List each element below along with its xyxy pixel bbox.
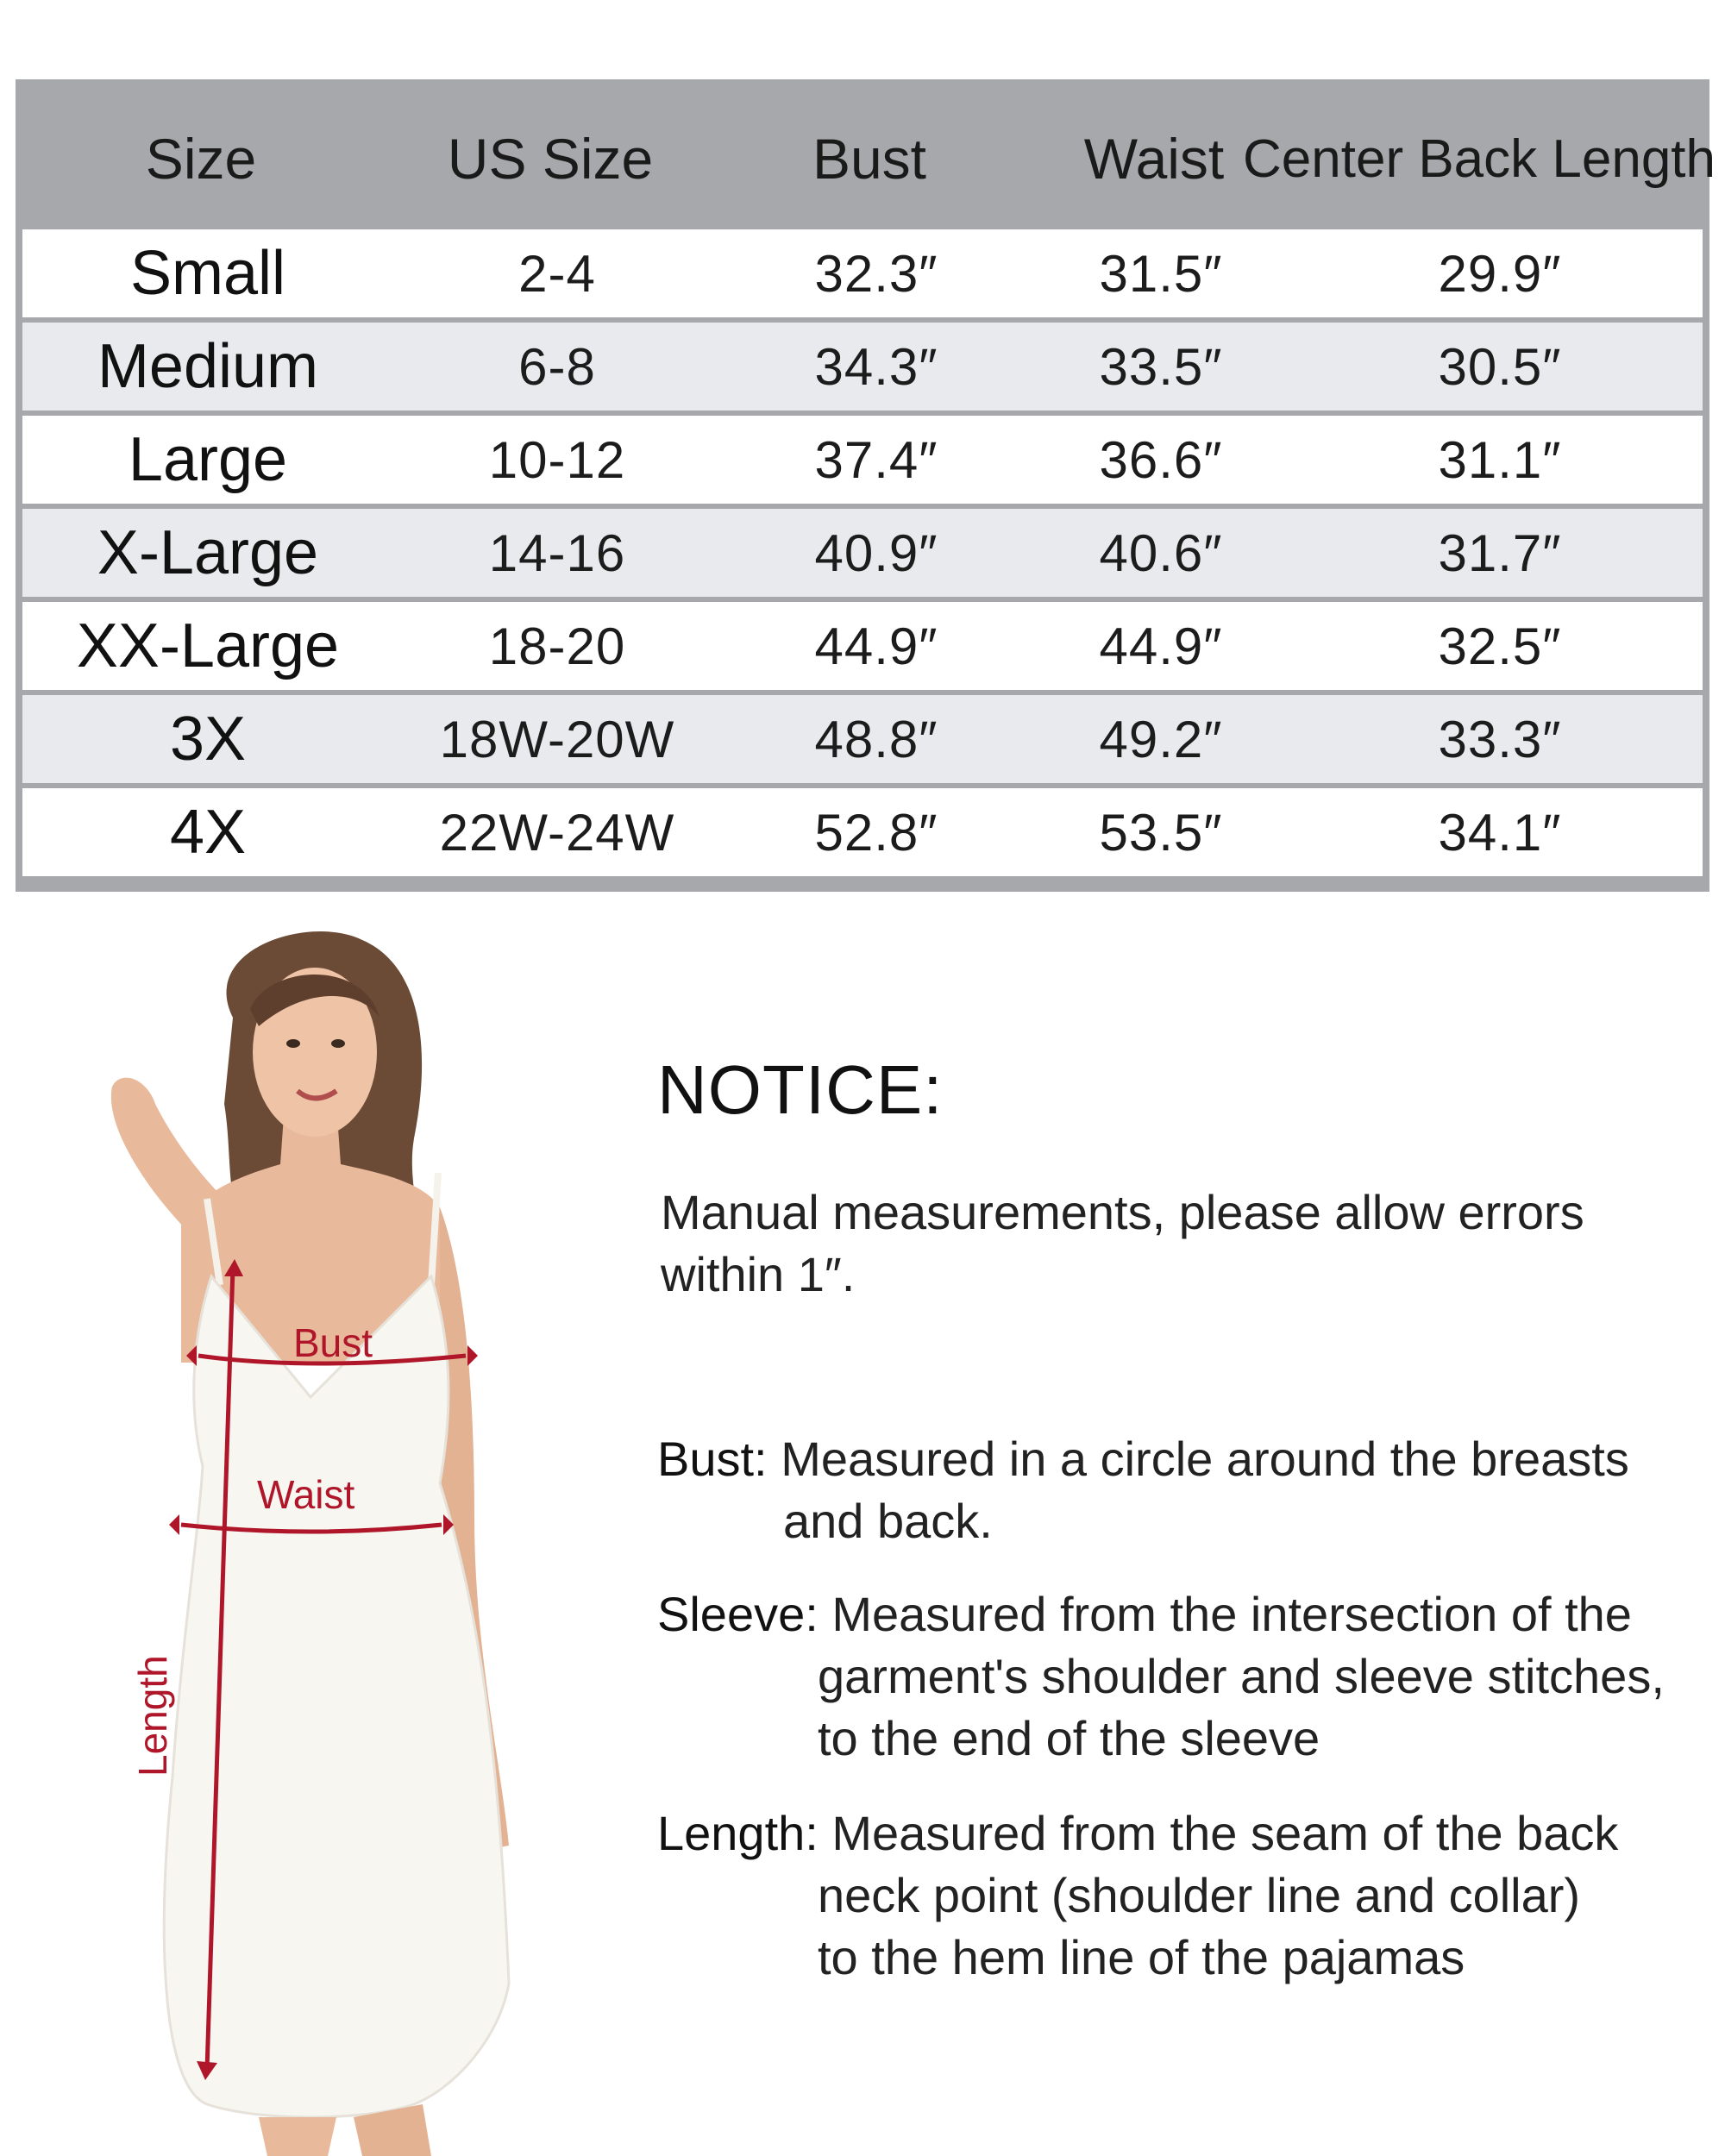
bust-cell: 48.8″ [814, 710, 938, 768]
bust-term: Bust: [657, 1432, 768, 1486]
table-row [22, 509, 1703, 597]
sleeve-definition-line [657, 1583, 1692, 1645]
table-row [22, 416, 1703, 504]
length-definition-line: to the hem line of the pajamas [818, 1930, 1465, 1984]
size-cell: 4X [169, 798, 247, 867]
notice-line: within 1″. [661, 1247, 856, 1301]
table-row [22, 323, 1703, 411]
waist-cell: 31.5″ [1099, 244, 1223, 303]
length-cell: 33.3″ [1438, 710, 1562, 768]
notice-line: Manual measurements, please allow errors [661, 1185, 1584, 1239]
bust-cell: 37.4″ [814, 430, 938, 489]
bust-text: Measured in a circle around the breasts [781, 1432, 1629, 1486]
waist-cell: 40.6″ [1099, 523, 1223, 582]
bust-label: Bust [293, 1320, 373, 1365]
length-definition-line [657, 1802, 1692, 1865]
size-cell: 3X [169, 705, 247, 774]
left-eye [286, 1039, 300, 1048]
sleeve-term: Sleeve: [657, 1587, 819, 1641]
us-size-cell: 18-20 [488, 617, 626, 675]
bust-definition-line: and back. [783, 1494, 993, 1548]
size-cell: X-Large [97, 518, 319, 587]
length-cell: 34.1″ [1438, 803, 1562, 862]
waist-cell: 53.5″ [1099, 803, 1223, 862]
sleeve-definition-line: to the end of the sleeve [818, 1711, 1320, 1765]
table-row [22, 788, 1703, 876]
left-leg [259, 2117, 336, 2156]
size-chart-table [16, 79, 1716, 892]
length-label: Length [130, 1655, 175, 1777]
length-cell: 29.9″ [1438, 244, 1562, 303]
length-text: Measured from the seam of the back [831, 1806, 1619, 1860]
length-cell: 31.7″ [1438, 523, 1562, 582]
table-row [22, 229, 1703, 317]
length-definition-line: neck point (shoulder line and collar) [818, 1868, 1581, 1922]
length-definition [657, 1802, 1692, 1989]
length-cell: 32.5″ [1438, 617, 1562, 675]
waist-cell: 49.2″ [1099, 710, 1223, 768]
table-header-row [16, 79, 1716, 226]
size-cell: XX-Large [76, 611, 340, 680]
notice-text [661, 1181, 1678, 1306]
notice-title: NOTICE: [657, 1051, 944, 1128]
header-size: Size [145, 127, 257, 191]
size-cell: Medium [97, 332, 319, 401]
us-size-cell: 2-4 [518, 244, 596, 303]
bust-arrow-right [467, 1345, 478, 1366]
header-center-back-length: Center Back Length [1243, 128, 1716, 189]
size-cell: Small [129, 239, 286, 308]
bust-cell: 32.3″ [814, 244, 938, 303]
header-us-size: US Size [447, 127, 654, 191]
us-size-cell: 6-8 [518, 337, 596, 396]
right-eye [331, 1039, 345, 1048]
model-figure [52, 914, 604, 2156]
bust-cell: 52.8″ [814, 803, 938, 862]
model-illustration [52, 914, 604, 2156]
waist-cell: 33.5″ [1099, 337, 1223, 396]
us-size-cell: 22W-24W [439, 803, 675, 862]
us-size-cell: 14-16 [488, 523, 626, 582]
header-bust: Bust [812, 127, 927, 191]
us-size-cell: 18W-20W [439, 710, 675, 768]
table-row [22, 695, 1703, 783]
size-cell: Large [128, 425, 288, 494]
bust-definition-line [657, 1428, 1692, 1490]
waist-arrow-left [169, 1514, 179, 1535]
waist-cell: 44.9″ [1099, 617, 1223, 675]
sleeve-text: Measured from the intersection of the [831, 1587, 1632, 1641]
us-size-cell: 10-12 [488, 430, 626, 489]
bust-cell: 34.3″ [814, 337, 938, 396]
waist-label: Waist [257, 1472, 355, 1517]
sleeve-definition-line: garment's shoulder and sleeve stitches, [818, 1649, 1665, 1703]
length-term: Length: [657, 1806, 819, 1860]
table-row [22, 602, 1703, 690]
bust-definition [657, 1428, 1692, 1552]
header-waist: Waist [1083, 127, 1225, 191]
waist-cell: 36.6″ [1099, 430, 1223, 489]
bust-cell: 44.9″ [814, 617, 938, 675]
length-cell: 30.5″ [1438, 337, 1562, 396]
bust-cell: 40.9″ [814, 523, 938, 582]
length-cell: 31.1″ [1438, 430, 1562, 489]
sleeve-definition [657, 1583, 1692, 1770]
